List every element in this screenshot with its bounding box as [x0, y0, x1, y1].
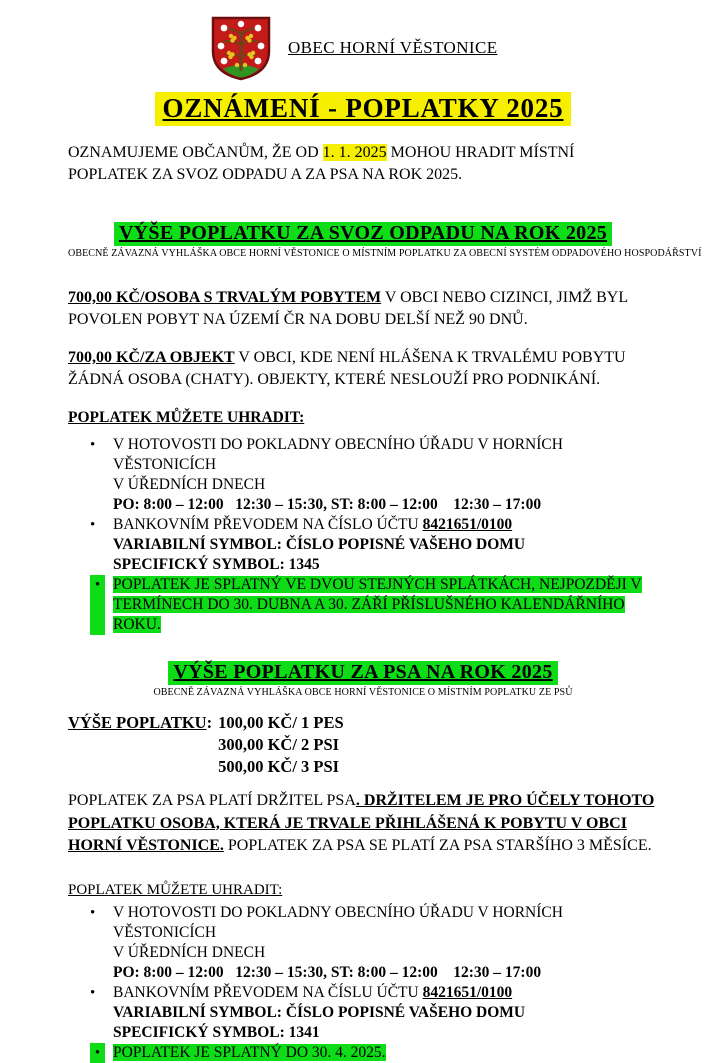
list-item: [68, 575, 658, 635]
list-item: [68, 1043, 658, 1063]
waste-fee-object-amount: 700,00 KČ/ZA OBJEKT: [68, 349, 235, 366]
holder-text-pre: POPLATEK ZA PSA PLATÍ DRŽITEL PSA: [68, 792, 356, 809]
dog-section-heading-row: [68, 661, 658, 685]
bank-line: [113, 983, 658, 1003]
title-row: [68, 92, 658, 126]
bullet-icon: [90, 983, 113, 1043]
bullet-icon: [90, 1043, 105, 1063]
waste-due-date-highlight: POPLATEK JE SPLATNÝ VE DVOU STEJNÝCH SPLÁTKÁCH, NEJPOZDĚJI V TERMÍNECH DO 30. DUBNA A 30. ZÁŘÍ PŘÍSLUŠNÉHO KALENDÁŘNÍHO ROKU.: [113, 576, 642, 633]
waste-fee-person-amount: 700,00 KČ/OSOBA S TRVALÝM POBYTEM: [68, 289, 382, 306]
dog-fee-label: VÝŠE POPLATKU: [68, 713, 207, 732]
bank-transfer-text: BANKOVNÍM PŘEVODEM NA ČÍSLO ÚČTU: [113, 516, 423, 533]
waste-fee-object-detail: V OBCI, KDE NENÍ HLÁŠENA K TRVALÉMU POBYTU ŽÁDNÁ OSOBA (CHATY). OBJEKTY, KTERÉ NESLOUŽÍ PRO PODNIKÁNÍ.: [68, 349, 626, 388]
dog-fee-2: 300,00 KČ/ 2 PSI: [218, 735, 340, 754]
dog-fee-list: [218, 712, 344, 778]
dog-fee-amounts: [68, 712, 658, 778]
cash-payment-item: [113, 903, 658, 983]
cash-line2: V ÚŘEDNÍCH DNECH: [113, 476, 266, 493]
waste-section-subheading: OBECNĚ ZÁVAZNÁ VYHLÁŠKA OBCE HORNÍ VĚSTONICE O MÍSTNÍM POPLATKU ZA OBECNÍ SYSTÉM ODPADOVÉHO HOSPODÁŘSTVÍ: [68, 248, 702, 259]
dog-section-subheading: OBECNĚ ZÁVAZNÁ VYHLÁŠKA OBCE HORNÍ VĚSTONICE O MÍSTNÍM POPLATKU ZE PSŮ: [153, 687, 573, 698]
waste-due-date-item: [113, 575, 658, 635]
specific-symbol: SPECIFICKÝ SYMBOL: 1345: [113, 556, 320, 573]
bank-payment-item: [113, 983, 658, 1043]
dog-due-date-highlight: POPLATEK JE SPLATNÝ DO 30. 4. 2025.: [113, 1043, 386, 1061]
waste-payment-list: [68, 435, 658, 635]
intro-text-pre: OZNAMUJEME OBČANŮM, ŽE OD: [68, 144, 323, 161]
coat-of-arms-icon: [210, 15, 272, 81]
variable-symbol: VARIABILNÍ SYMBOL: ČÍSLO POPISNÉ VAŠEHO DOMU: [113, 536, 526, 553]
bullet-icon: [90, 435, 113, 515]
intro-paragraph: [68, 142, 658, 186]
bank-transfer-text: BANKOVNÍM PŘEVODEM NA ČÍSLU ÚČTU: [113, 983, 423, 1001]
document-header: [210, 14, 658, 82]
dog-payment-heading-text: POPLATEK MŮŽETE UHRADIT:: [68, 881, 283, 898]
waste-payment-heading: [68, 409, 658, 427]
waste-payment-heading-text: POPLATEK MŮŽETE UHRADIT:: [68, 409, 305, 426]
waste-fee-person-paragraph: [68, 287, 658, 331]
specific-symbol: SPECIFICKÝ SYMBOL: 1341: [113, 1023, 320, 1041]
bullet-icon: [90, 903, 113, 983]
bank-account-number: 8421651/0100: [422, 983, 513, 1001]
waste-fee-person-detail: V OBCI NEBO CIZINCI, JIMŽ BYL POVOLEN POBYT NA ÚZEMÍ ČR NA DOBU DELŠÍ NEŽ 90 DNŮ.: [68, 289, 628, 328]
bank-payment-item: [113, 515, 658, 575]
waste-section-heading-row: [68, 222, 658, 246]
list-item: [68, 515, 658, 575]
waste-fee-object-paragraph: [68, 347, 658, 391]
cash-line1: V HOTOVOSTI DO POKLADNY OBECNÍHO ÚŘADU V HORNÍCH VĚSTONICÍCH: [113, 903, 563, 941]
dog-payment-list: [68, 903, 658, 1063]
office-hours: PO: 8:00 – 12:00 12:30 – 15:30, ST: 8:00 – 12:00 12:30 – 17:00: [113, 963, 542, 981]
dog-fee-colon: :: [206, 713, 213, 732]
dog-fee-3: 500,00 KČ/ 3 PSI: [218, 757, 340, 776]
list-item: [68, 983, 658, 1043]
intro-text-post: MOHOU HRADIT MÍSTNÍ POPLATEK ZA SVOZ ODPADU A ZA PSA NA ROK 2025.: [68, 144, 575, 183]
dog-holder-paragraph: [68, 790, 658, 858]
dog-payment-heading: [68, 882, 658, 899]
cash-line2: V ÚŘEDNÍCH DNECH: [113, 943, 266, 961]
bank-account-number: 8421651/0100: [422, 516, 513, 533]
dog-fee-1: 100,00 KČ/ 1 PES: [218, 713, 344, 732]
bullet-icon: [90, 575, 105, 635]
dog-section-heading: VÝŠE POPLATKU ZA PSA NA ROK 2025: [168, 661, 557, 685]
bullet-icon: [90, 515, 113, 575]
bank-line: [113, 515, 658, 535]
waste-section-heading: VÝŠE POPLATKU ZA SVOZ ODPADU NA ROK 2025: [114, 222, 612, 246]
holder-text-post: POPLATEK ZA PSA SE PLATÍ ZA PSA STARŠÍHO 3 MĚSÍCE.: [223, 837, 652, 854]
cash-payment-item: [113, 435, 658, 515]
list-item: [68, 903, 658, 983]
cash-line1: V HOTOVOSTI DO POKLADNY OBECNÍHO ÚŘADU V HORNÍCH VĚSTONICÍCH: [113, 436, 563, 473]
dog-due-date-item: [113, 1043, 658, 1063]
page-title: OZNÁMENÍ - POPLATKY 2025: [155, 92, 572, 126]
holder-text-emphasis: . DRŽITELEM JE PRO ÚČELY TOHOTO POPLATKU OSOBA, KTERÁ JE TRVALE PŘIHLÁŠENÁ K POBYTU V OBCI HORNÍ VĚSTONICE.: [68, 792, 655, 854]
variable-symbol: VARIABILNÍ SYMBOL: ČÍSLO POPISNÉ VAŠEHO DOMU: [113, 1003, 526, 1021]
municipality-name: OBEC HORNÍ VĚSTONICE: [288, 38, 498, 57]
effective-date-highlight: 1. 1. 2025: [322, 144, 387, 161]
list-item: [68, 435, 658, 515]
office-hours: PO: 8:00 – 12:00 12:30 – 15:30, ST: 8:00 – 12:00 12:30 – 17:00: [113, 496, 542, 513]
